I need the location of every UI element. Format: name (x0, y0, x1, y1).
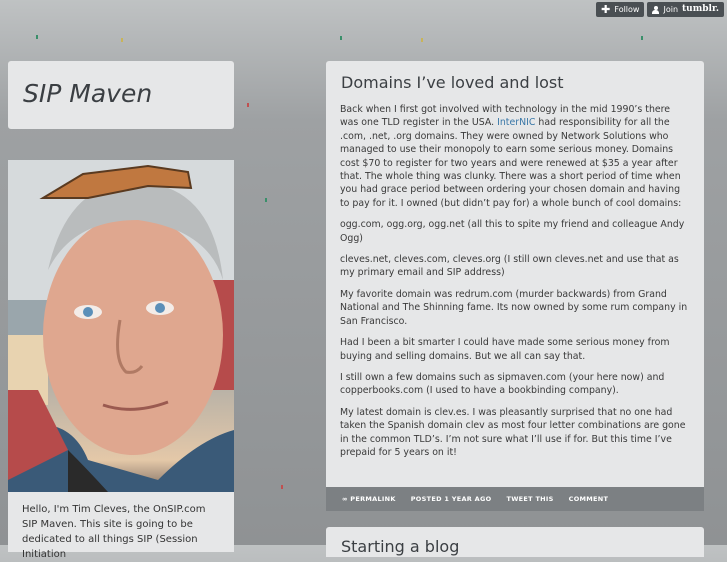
portrait-illustration (8, 160, 234, 492)
post-footer-bar (326, 487, 704, 511)
join-label: Join (663, 5, 679, 14)
plus-icon: ✚ (601, 3, 611, 16)
post-title[interactable]: Domains I’ve loved and lost (341, 73, 564, 92)
post-paragraph: My favorite domain was redrum.com (murder backwards) from Grand National and The Shinning fame. Its now owned by some rum company in San Francisco. (340, 288, 688, 327)
user-icon (652, 6, 659, 14)
post-paragraph: My latest domain is clev.es. I was pleasantly surprised that no one had taken the Spanish domain clev as most four letter combinations are gone in the common TLD’s. I’m not sure what I’ll use if for. But this time I’ve prepaid for 5 years on it! (340, 406, 686, 458)
paragraph-text: had responsibility for all the .com, .net, .org domains. They were owned by Network Solutions who managed to use their monopoly to earn some serious money. Domains cost $70 to register for two years and were renewed at $35 a year after that. The whole thing was clunky. There was a short period of time when you had grace period between ordering your chosen domain and having to pay for it. I owned (but didn’t pay for) a whole bunch of cool domains: (340, 117, 682, 209)
post-paragraph: ogg.com, ogg.org, ogg.net (all this to spite my friend and colleague Andy Ogg) (340, 219, 685, 244)
permalink-link[interactable]: ∞ PERMALINK (342, 495, 396, 503)
next-post-title[interactable]: Starting a blog (341, 537, 460, 556)
avatar-photo (8, 160, 234, 492)
confetti-decoration (121, 38, 123, 42)
post-body (340, 103, 690, 467)
post-paragraph: Had I been a bit smarter I could have made some serious money from buying and selling domains. But we all can say that. (340, 337, 670, 362)
tumblr-controls (596, 2, 724, 17)
confetti-decoration (247, 103, 249, 107)
follow-label: Follow (614, 5, 640, 14)
internic-link[interactable]: InterNIC (497, 117, 536, 129)
paragraph-text: Back when I first got involved with technology in the mid 1990’s there was one TLD register in the USA. (340, 104, 671, 129)
posted-time-link[interactable]: POSTED 1 YEAR AGO (410, 495, 492, 503)
bio-card (8, 492, 234, 560)
follow-button[interactable] (596, 2, 644, 17)
confetti-decoration (36, 35, 38, 39)
comment-link[interactable]: COMMENT (568, 495, 609, 503)
post-paragraph (340, 103, 690, 210)
confetti-decoration (641, 36, 643, 40)
post-paragraph: I still own a few domains such as sipmaven.com (your here now) and copperbooks.com (I used to have a bookbinding company). (340, 371, 665, 397)
tumblr-brand: tumblr. (682, 4, 719, 14)
join-tumblr-button[interactable] (647, 2, 724, 17)
confetti-decoration (265, 198, 267, 202)
blog-post (326, 61, 704, 487)
blog-title[interactable]: SIP Maven (23, 79, 153, 108)
confetti-decoration (281, 485, 283, 489)
tweet-this-link[interactable]: TWEET THIS (506, 495, 554, 503)
next-blog-post (326, 527, 704, 557)
blog-title-card (8, 61, 234, 129)
bio-text: Hello, I'm Tim Cleves, the OnSIP.com SIP Maven. This site is going to be dedicated to all things SIP (Session Initiation (22, 504, 206, 560)
confetti-decoration (340, 36, 342, 40)
confetti-decoration (421, 38, 423, 42)
post-paragraph: cleves.net, cleves.com, cleves.org (I still own cleves.net and use that as my primary email and SIP address) (340, 254, 679, 279)
